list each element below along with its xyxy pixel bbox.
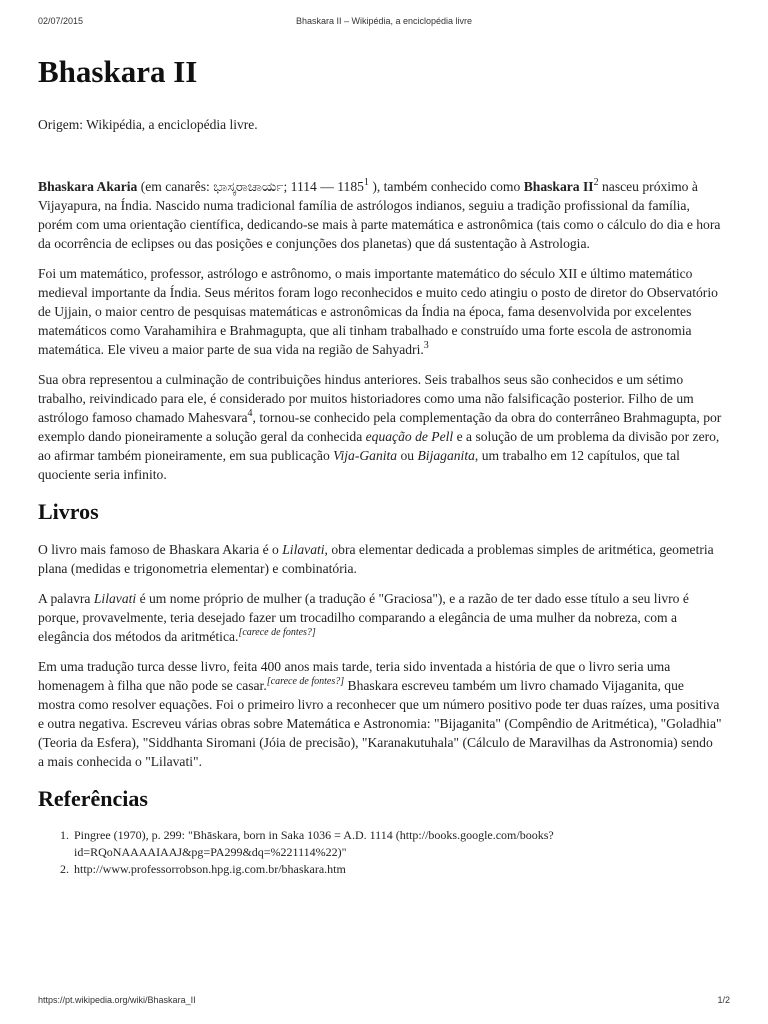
ref-link-1[interactable]: 1	[363, 177, 369, 188]
article-content	[38, 52, 722, 878]
lilavati-term: Lilavati	[93, 591, 137, 606]
ref-link-4[interactable]: 4	[247, 408, 253, 419]
print-url[interactable]: https://pt.wikipedia.org/wiki/Bhaskara_II	[38, 995, 196, 1005]
print-date: 02/07/2015	[38, 16, 84, 26]
page-title: Bhaskara II	[38, 54, 198, 89]
reference-item[interactable]: 1. Pingree (1970), p. 299: "Bhāskara, born in Saka 1036 = A.D. 1114 (http://books.google.com/books?id=RQoNAAAAIAAJ&pg=PA299&dq=%221114%22)"	[72, 827, 722, 861]
reference-item[interactable]: 2. http://www.professorrobson.hpg.ig.com.br/bhaskara.htm	[72, 861, 722, 878]
citation-needed-link[interactable]: [carece de fontes?]	[266, 676, 345, 687]
ref-link-3[interactable]: 3	[423, 340, 429, 351]
bijaganita-term: Bijaganita	[417, 448, 475, 463]
paragraph-career: Foi um matemático, professor, astrólogo e astrônomo, o mais importante matemático do século XII e último matemático medieval importante da Índia. Seus méritos foram logo reconhecidos e muito cedo atingiu o posto de diretor do Observatório de Ujjain, o maior centro de pesquisas matemáticas e astronômicas da Índia na época, fama desenvolvida por excelentes matemáticos como Varahamihira e Brahmagupta, que ali tinham trabalhado e construído uma forte escola de astronomia matemática. Ele viveu a maior parte de sua vida na região de Sahyadri.$^3$	[38, 266, 718, 357]
subject-name: Bhaskara Akaria	[38, 179, 138, 194]
print-page-title: Bhaskara II – Wikipédia, a enciclopédia livre	[295, 16, 473, 26]
paragraph-work: Sua obra representou a culminação de contribuições hindus anteriores. Seis trabalhos seus são conhecidos e um sétimo trabalho, reivindicado para ele, é considerado por muitos historiadores como uma não falsificação posterior. Filho de um astrólogo famoso chamado Mahesvara$^4$, tornou-se conhecido pela complementação da obra do conterrâneo Brahmagupta, por exemplo dando pioneiramente a solução geral da conhecida equação de Pell e a solução de um problema da divisão por zero, ao afirmar também pioneiramente, em sua publicação Vija-Ganita ou Bijaganita, um trabalho em 12 capítulos, que tal quociente seria infinito.	[38, 372, 722, 482]
kannada-name: ಭಾಸ್ಕರಾಚಾರ್ಯ	[213, 179, 284, 194]
print-page-number: 1/2	[717, 995, 730, 1005]
intro-paragraph: Bhaskara Akaria (em canarês: ಭಾಸ್ಕರಾಚಾರ್ಯ; 1114 — 1185$^1$ ), também conhecido como Bhaskara $II^2$ nasceu próximo à Vijayapura, na Índia. Nascido numa tradicional família de astrólogos indianos, seguiu a tradição profissional da família, porém com uma orientação científica, dedicando-se mais à parte matemática e astronômica (tais como o cálculo do dia e hora da ocorrência de eclipses ou das posições e conjunções dos planetas) que dá sustentação à Astrologia.	[38, 177, 721, 251]
ref-link-2[interactable]: 2	[593, 177, 599, 188]
subject-alias: Bhaskara II	[523, 179, 594, 194]
lilavati-term: Lilavati	[282, 542, 325, 557]
paragraph-lilavati-meaning: A palavra Lilavati é um nome próprio de mulher (a tradução é "Graciosa"), e a razão de ter dado esse título a seu livro é porque, provavelmente, teria desejado fazer um trocadilho comparando a elegância de uma mulher da nobreza, com a elegância dos métodos da aritmética.[carece de fontes?]	[38, 591, 689, 644]
paragraph-lilavati: O livro mais famoso de Bhaskara Akaria é o Lilavati, obra elementar dedicada a problemas simples de aritmética, geometria plana (medidas e trigonometria elementar) e combinatória.	[38, 542, 714, 576]
vija-ganita-term: Vija-Ganita	[333, 448, 398, 463]
origin-line: Origem: Wikipédia, a enciclopédia livre.	[38, 117, 258, 132]
paragraph-turkish-translation: Em uma tradução turca desse livro, feita 400 anos mais tarde, teria sido inventada a história de que o livro seria uma homenagem à filha que não pode se casar.[carece de fontes?] Bhaskara escreveu também um livro chamado Vijaganita, que mostra como resolver equações. Foi o primeiro livro a reconhecer que um número positivo pode ter duas raízes, uma positiva e outra negativa. Escreveu várias obras sobre Matemática e Astronomia: "Bijaganita" (Compêndio de Aritmética), "Goladhia" (Teoria da Esfera), "Siddhanta Siromani (Jóia de precisão), "Karanakutuhala" (Cálculo de Maravilhas da Astronomia) sendo a mais conhecida o "Lilavati".	[38, 659, 722, 769]
section-heading-referencias: Referências	[38, 786, 148, 811]
pell-equation-term: equação de Pell	[365, 429, 454, 444]
citation-needed-link[interactable]: [carece de fontes?]	[238, 627, 316, 638]
section-heading-livros: Livros	[38, 499, 99, 524]
references-list	[38, 827, 722, 878]
